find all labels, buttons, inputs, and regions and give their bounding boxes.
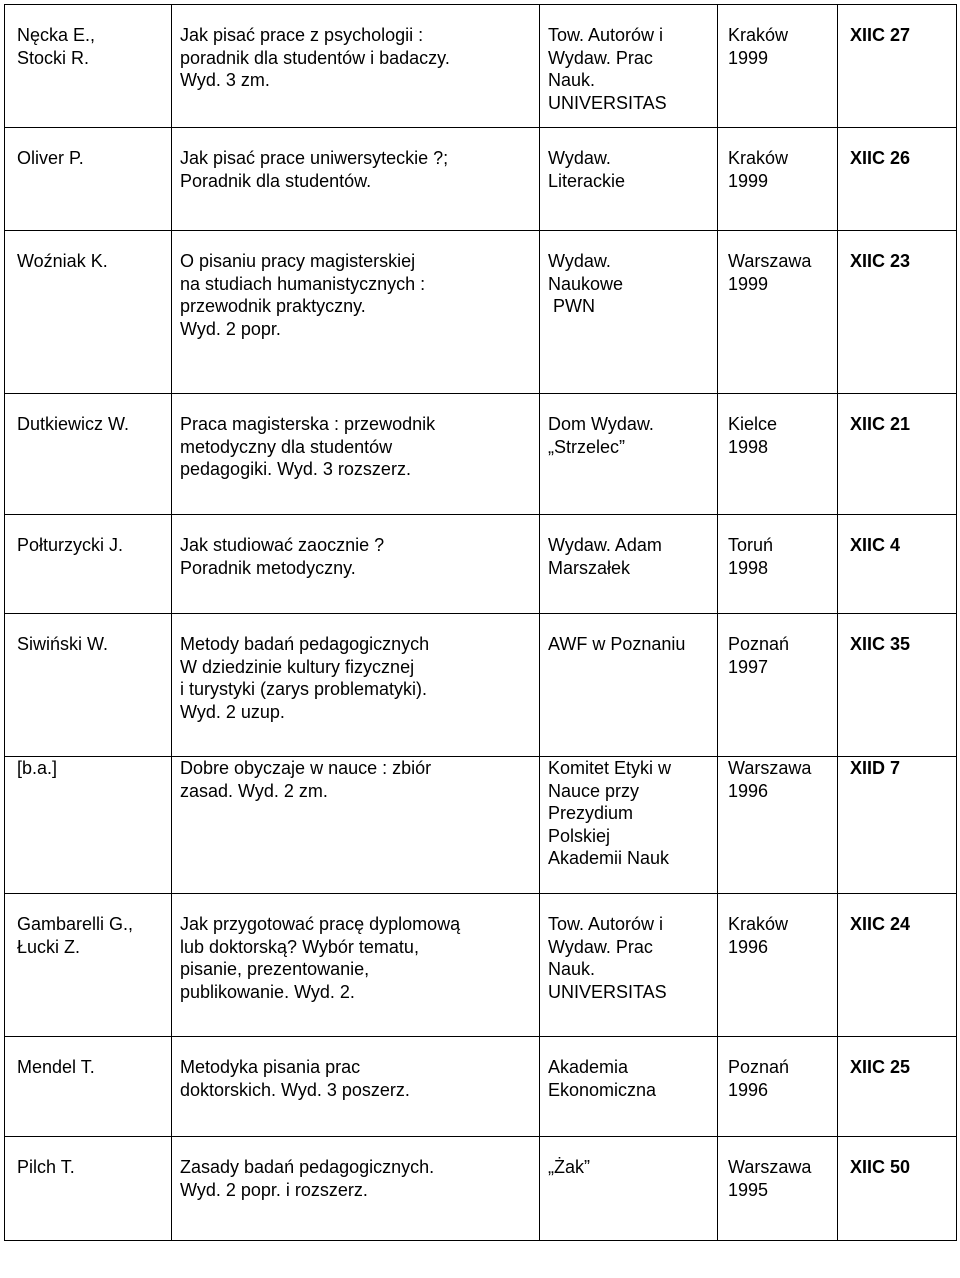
author-cell	[5, 894, 172, 1037]
title-line: doktorskich. Wyd. 3 poszerz.	[180, 1079, 410, 1100]
publisher-line: UNIVERSITAS	[548, 92, 667, 113]
signature-text: XIIC 23	[850, 251, 911, 271]
publisher-cell	[540, 231, 718, 394]
author-line: Woźniak K.	[17, 251, 108, 271]
year-text: 1999	[728, 273, 769, 294]
publisher-cell	[540, 1037, 718, 1137]
title-line: metodyczny dla studentów	[180, 436, 393, 457]
author-line: [b.a.]	[17, 758, 58, 778]
signature-cell	[838, 394, 957, 515]
publisher-cell	[540, 894, 718, 1037]
place-text: Kraków	[728, 148, 789, 168]
signature-cell	[838, 894, 957, 1037]
place-year-cell	[718, 5, 838, 128]
publisher-line: „Żak”	[548, 1157, 590, 1177]
signature-text: XIIC 50	[850, 1157, 911, 1177]
signature-text: XIIC 27	[850, 25, 911, 45]
table-row	[5, 1137, 957, 1241]
table-row	[5, 231, 957, 394]
title-line: Metodyka pisania prac	[180, 1057, 361, 1077]
signature-cell	[838, 1037, 957, 1137]
publisher-line: Wydaw. Prac	[548, 47, 653, 68]
place-year-cell	[718, 128, 838, 231]
title-line: Jak przygotować pracę dyplomową	[180, 914, 461, 934]
title-line: W dziedzinie kultury fizycznej	[180, 656, 415, 677]
place-year-cell	[718, 394, 838, 515]
title-cell	[172, 5, 540, 128]
place-text: Poznań	[728, 634, 790, 654]
bibliography-table	[4, 4, 957, 1241]
title-cell	[172, 128, 540, 231]
place-text: Poznań	[728, 1057, 790, 1077]
author-cell	[5, 515, 172, 614]
publisher-line: UNIVERSITAS	[548, 981, 667, 1002]
title-cell	[172, 1037, 540, 1137]
title-line: przewodnik praktyczny.	[180, 296, 366, 316]
publisher-line: Tow. Autorów i	[548, 914, 664, 934]
author-line: Nęcka E.,	[17, 25, 96, 45]
publisher-line: Akademia	[548, 1057, 629, 1077]
title-line: Dobre obyczaje w nauce : zbiór	[180, 758, 432, 778]
author-line: Pilch T.	[17, 1157, 75, 1177]
signature-cell	[838, 5, 957, 128]
year-text: 1999	[728, 170, 769, 191]
title-line: pedagogiki. Wyd. 3 rozszerz.	[180, 459, 411, 479]
title-cell	[172, 1137, 540, 1241]
publisher-line: Nauk.	[548, 70, 596, 90]
title-cell	[172, 394, 540, 515]
signature-text: XIIC 21	[850, 414, 911, 434]
publisher-cell	[540, 614, 718, 757]
title-line: Jak pisać prace uniwersyteckie ?;	[180, 148, 449, 168]
title-line: Metody badań pedagogicznych	[180, 634, 430, 654]
author-line: Gambarelli G.,	[17, 914, 134, 934]
author-cell	[5, 231, 172, 394]
table-row	[5, 5, 957, 128]
place-text: Warszawa	[728, 758, 812, 778]
year-text: 1996	[728, 780, 769, 801]
signature-cell	[838, 757, 957, 894]
title-line: Wyd. 2 popr.	[180, 318, 281, 339]
title-line: na studiach humanistycznych :	[180, 273, 426, 294]
author-cell	[5, 5, 172, 128]
author-line: Siwiński W.	[17, 634, 109, 654]
author-cell	[5, 1137, 172, 1241]
author-line: Oliver P.	[17, 148, 84, 168]
signature-text: XIID 7	[850, 758, 901, 778]
publisher-line: Tow. Autorów i	[548, 25, 664, 45]
place-year-cell	[718, 614, 838, 757]
title-line: Wyd. 3 zm.	[180, 70, 270, 90]
title-line: poradnik dla studentów i badaczy.	[180, 47, 450, 68]
place-year-cell	[718, 515, 838, 614]
title-cell	[172, 757, 540, 894]
title-cell	[172, 894, 540, 1037]
place-year-cell	[718, 231, 838, 394]
publisher-cell	[540, 394, 718, 515]
publisher-line: Polskiej	[548, 825, 611, 846]
author-line: Łucki Z.	[17, 936, 81, 957]
table-row	[5, 515, 957, 614]
author-line: Połturzycki J.	[17, 535, 124, 555]
place-year-cell	[718, 1037, 838, 1137]
table-row	[5, 757, 957, 894]
signature-text: XIIC 25	[850, 1057, 911, 1077]
signature-text: XIIC 35	[850, 634, 911, 654]
author-cell	[5, 394, 172, 515]
title-line: Poradnik metodyczny.	[180, 557, 356, 578]
publisher-line: Naukowe	[548, 273, 624, 294]
publisher-cell	[540, 757, 718, 894]
year-text: 1998	[728, 436, 769, 457]
title-cell	[172, 515, 540, 614]
publisher-line: Wydaw. Prac	[548, 936, 653, 957]
place-year-cell	[718, 757, 838, 894]
table-row	[5, 614, 957, 757]
title-line: Wyd. 2 uzup.	[180, 701, 285, 722]
signature-text: XIIC 26	[850, 148, 911, 168]
place-year-cell	[718, 894, 838, 1037]
place-text: Warszawa	[728, 1157, 812, 1177]
publisher-line: Wydaw.	[548, 148, 611, 168]
title-line: Jak pisać prace z psychologii :	[180, 25, 424, 45]
author-cell	[5, 1037, 172, 1137]
place-text: Warszawa	[728, 251, 812, 271]
signature-cell	[838, 515, 957, 614]
year-text: 1996	[728, 936, 769, 957]
publisher-line: Marszałek	[548, 557, 631, 578]
publisher-line: Akademii Nauk	[548, 848, 670, 868]
signature-text: XIIC 4	[850, 535, 901, 555]
title-line: pisanie, prezentowanie,	[180, 959, 370, 979]
publisher-line: „Strzelec”	[548, 436, 626, 457]
publisher-line: Prezydium	[548, 803, 634, 823]
publisher-cell	[540, 515, 718, 614]
table-row	[5, 1037, 957, 1137]
author-line: Mendel T.	[17, 1057, 95, 1077]
publisher-line: Komitet Etyki w	[548, 758, 672, 778]
title-line: Praca magisterska : przewodnik	[180, 414, 436, 434]
signature-cell	[838, 614, 957, 757]
signature-cell	[838, 231, 957, 394]
title-line: publikowanie. Wyd. 2.	[180, 981, 355, 1002]
title-cell	[172, 614, 540, 757]
table-row	[5, 128, 957, 231]
table-row	[5, 394, 957, 515]
title-line: i turystyki (zarys problematyki).	[180, 679, 428, 699]
place-text: Kraków	[728, 25, 789, 45]
title-line: Poradnik dla studentów.	[180, 170, 372, 191]
title-line: Zasady badań pedagogicznych.	[180, 1157, 435, 1177]
table-row	[5, 894, 957, 1037]
author-cell	[5, 757, 172, 894]
year-text: 1996	[728, 1079, 769, 1100]
author-cell	[5, 128, 172, 231]
publisher-line: Ekonomiczna	[548, 1079, 657, 1100]
publisher-line: Wydaw.	[548, 251, 611, 271]
publisher-line: Literackie	[548, 170, 626, 191]
publisher-line: Wydaw. Adam	[548, 535, 662, 555]
title-line: O pisaniu pracy magisterskiej	[180, 251, 416, 271]
year-text: 1999	[728, 47, 769, 68]
publisher-line: PWN	[548, 296, 595, 316]
author-line: Dutkiewicz W.	[17, 414, 130, 434]
place-year-cell	[718, 1137, 838, 1241]
title-line: Wyd. 2 popr. i rozszerz.	[180, 1179, 368, 1200]
place-text: Kraków	[728, 914, 789, 934]
publisher-line: Nauk.	[548, 959, 596, 979]
bibliography-table-body	[5, 5, 957, 1241]
publisher-line: AWF w Poznaniu	[548, 634, 686, 654]
signature-cell	[838, 128, 957, 231]
signature-cell	[838, 1137, 957, 1241]
place-text: Toruń	[728, 535, 774, 555]
publisher-line: Nauce przy	[548, 780, 640, 801]
publisher-cell	[540, 1137, 718, 1241]
publisher-cell	[540, 128, 718, 231]
signature-text: XIIC 24	[850, 914, 911, 934]
title-line: zasad. Wyd. 2 zm.	[180, 780, 328, 801]
title-cell	[172, 231, 540, 394]
publisher-line: Dom Wydaw.	[548, 414, 654, 434]
year-text: 1998	[728, 557, 769, 578]
year-text: 1997	[728, 656, 769, 677]
year-text: 1995	[728, 1179, 769, 1200]
title-line: lub doktorską? Wybór tematu,	[180, 936, 419, 957]
publisher-cell	[540, 5, 718, 128]
author-cell	[5, 614, 172, 757]
author-line: Stocki R.	[17, 47, 90, 68]
title-line: Jak studiować zaocznie ?	[180, 535, 385, 555]
place-text: Kielce	[728, 414, 778, 434]
